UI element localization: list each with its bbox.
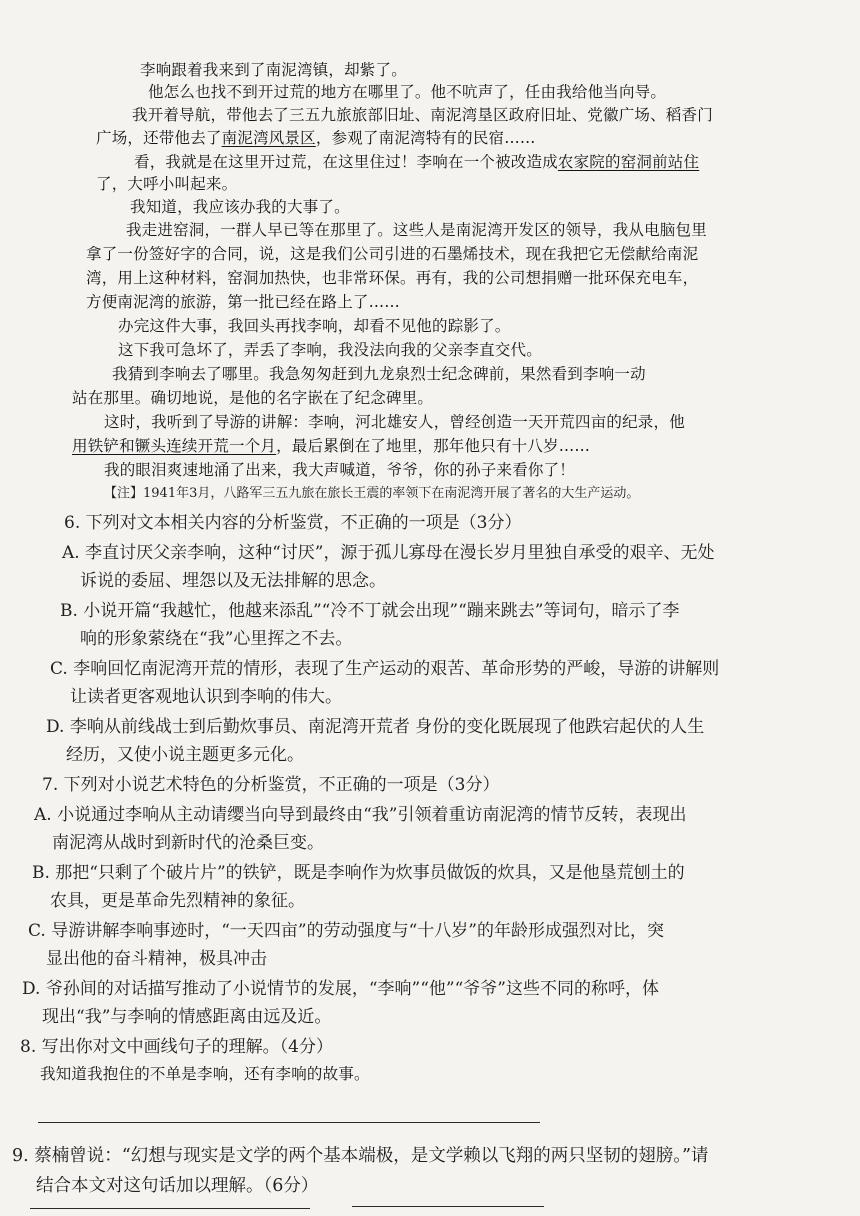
q7-stem: 7. 下列对小说艺术特色的分析鉴赏，不正确的一项是（3分） bbox=[42, 775, 500, 795]
underlined-phrase: 用铁铲和镢头连续开荒一个月 bbox=[72, 437, 277, 455]
text-segment: ，参观了南泥湾特有的民宿…… bbox=[315, 129, 536, 147]
story-paragraph-7: 办完这件大事，我回头再找李响，却看不见他的踪影了。 bbox=[118, 317, 511, 335]
story-paragraph-3-line-1: 我开着导航，带他去了三五九旅旅部旧址、南泥湾垦区政府旧址、党徽广场、稻香门 bbox=[132, 106, 713, 124]
q6-option-a-line-1: A. 李直讨厌父亲李响，这种“讨厌”，源于孤儿寡母在漫长岁月里独自承受的艰辛、无处 bbox=[62, 543, 715, 563]
q6-option-b-line-2: 响的形象萦绕在“我”心里挥之不去。 bbox=[80, 629, 353, 649]
q6-option-d-line-1: D. 李响从前线战士到后勤炊事员、南泥湾开荒者 身份的变化既展现了他跌宕起伏的人生 bbox=[46, 717, 705, 737]
text-segment: 看，我就是在这里开过荒，在这里住过！李响在一个被改造成 bbox=[134, 153, 558, 171]
story-paragraph-4-line-1 bbox=[134, 150, 699, 172]
answer-line bbox=[352, 1206, 544, 1207]
story-paragraph-10-line-2 bbox=[72, 434, 590, 456]
q9-stem-line-2: 结合本文对这句话加以理解。（6分） bbox=[36, 1176, 319, 1196]
story-paragraph-5: 我知道，我应该办我的大事了。 bbox=[130, 198, 350, 216]
q6-option-a-line-2: 诉说的委屈、埋怨以及无法排解的思念。 bbox=[80, 571, 386, 591]
q6-option-c-line-2: 让读者更客观地认识到李响的伟大。 bbox=[70, 687, 342, 707]
answer-line bbox=[30, 1208, 310, 1209]
story-paragraph-6-line-2: 拿了一份签好字的合同，说，这是我们公司引进的石墨烯技术，现在我把它无偿献给南泥 bbox=[86, 245, 699, 263]
story-paragraph-2: 他怎么也找不到开过荒的地方在哪里了。他不吭声了，任由我给他当向导。 bbox=[148, 83, 667, 101]
story-paragraph-10-line-1: 这时，我听到了导游的讲解：李响，河北雄安人，曾经创造一天开荒四亩的纪录，他 bbox=[104, 413, 685, 431]
q7-option-c-line-1: C. 导游讲解李响事迹时，“一天四亩”的劳动强度与“十八岁”的年龄形成强烈对比，突 bbox=[28, 921, 664, 941]
q7-option-d-line-1: D. 爷孙间的对话描写推动了小说情节的发展，“李响”“他”“爷爷”这些不同的称呼，体 bbox=[22, 979, 659, 999]
story-paragraph-1: 李响跟着我来到了南泥湾镇，却紫了。 bbox=[140, 61, 407, 79]
q7-option-a-line-2: 南泥湾从战时到新时代的沧桑巨变。 bbox=[52, 833, 324, 853]
story-paragraph-9-line-2: 站在那里。确切地说，是他的名字嵌在了纪念碑里。 bbox=[72, 389, 434, 407]
q8-stem: 8. 写出你对文中画线句子的理解。（4分） bbox=[20, 1037, 333, 1057]
q7-option-c-line-2: 显出他的奋斗精神，极具冲击 bbox=[46, 949, 267, 969]
q7-option-b-line-2: 农具，更是革命先烈精神的象征。 bbox=[50, 891, 305, 911]
underlined-sentence: 农家院的窑洞前站住 bbox=[557, 153, 700, 171]
text-segment: ，最后累倒在了地里，那年他只有十八岁…… bbox=[276, 437, 591, 455]
story-paragraph-8: 这下我可急坏了，弄丢了李响，我没法向我的父亲李直交代。 bbox=[118, 341, 542, 359]
story-paragraph-6-line-1: 我走进窑洞，一群人早已等在那里了。这些人是南泥湾开发区的领导，我从电脑包里 bbox=[126, 221, 707, 239]
footnote: 【注】1941年3月，八路军三五九旅在旅长王震的率领下在南泥湾开展了著名的大生产运动。 bbox=[104, 486, 640, 501]
story-paragraph-4-line-2: 了，大呼小叫起来。 bbox=[96, 175, 238, 193]
story-paragraph-3-line-2 bbox=[96, 126, 536, 148]
q8-handwritten-answer: 我知道我抱住的不单是李响，还有李响的故事。 bbox=[40, 1065, 370, 1083]
story-paragraph-11: 我的眼泪爽速地涌了出来，我大声喊道，爷爷，你的孙子来看你了！ bbox=[104, 461, 576, 479]
text-segment: 广场，还带他去了 bbox=[96, 129, 222, 147]
q7-option-b-line-1: B. 那把“只剩了个破片片”的铁铲，既是李响作为炊事员做饭的炊具，又是他垦荒刨土的 bbox=[32, 863, 685, 883]
story-paragraph-6-line-3: 湾，用上这种材料，窑洞加热快，也非常环保。再有，我的公司想捐赠一批环保充电车， bbox=[86, 269, 699, 287]
story-paragraph-9-line-1: 我猜到李响去了哪里。我急匆匆赶到九龙泉烈士纪念碑前，果然看到李响一动 bbox=[112, 365, 646, 383]
q6-stem: 6. 下列对文本相关内容的分析鉴赏，不正确的一项是（3分） bbox=[64, 513, 522, 533]
q9-stem-line-1: 9. 蔡楠曾说：“幻想与现实是文学的两个基本端极，是文学赖以飞翔的两只坚韧的翅膀。”请 bbox=[12, 1146, 709, 1166]
story-paragraph-6-line-4: 方便南泥湾的旅游，第一批已经在路上了…… bbox=[86, 293, 401, 311]
q7-option-d-line-2: 现出“我”与李响的情感距离由远及近。 bbox=[42, 1007, 332, 1027]
q6-option-c-line-1: C. 李响回忆南泥湾开荒的情形，表现了生产运动的艰苦、革命形势的严峻，导游的讲解则 bbox=[50, 659, 720, 679]
q7-option-a-line-1: A. 小说通过李响从主动请缨当向导到最终由“我”引领着重访南泥湾的情节反转，表现出 bbox=[34, 805, 687, 825]
underlined-phrase: 南泥湾风景区 bbox=[221, 129, 316, 147]
q6-option-b-line-1: B. 小说开篇“我越忙，他越来添乱”“冷不丁就会出现”“蹦来跳去”等词句，暗示了李 bbox=[60, 601, 680, 621]
q6-option-d-line-2: 经历，又使小说主题更多元化。 bbox=[66, 745, 304, 765]
answer-line bbox=[38, 1122, 540, 1123]
